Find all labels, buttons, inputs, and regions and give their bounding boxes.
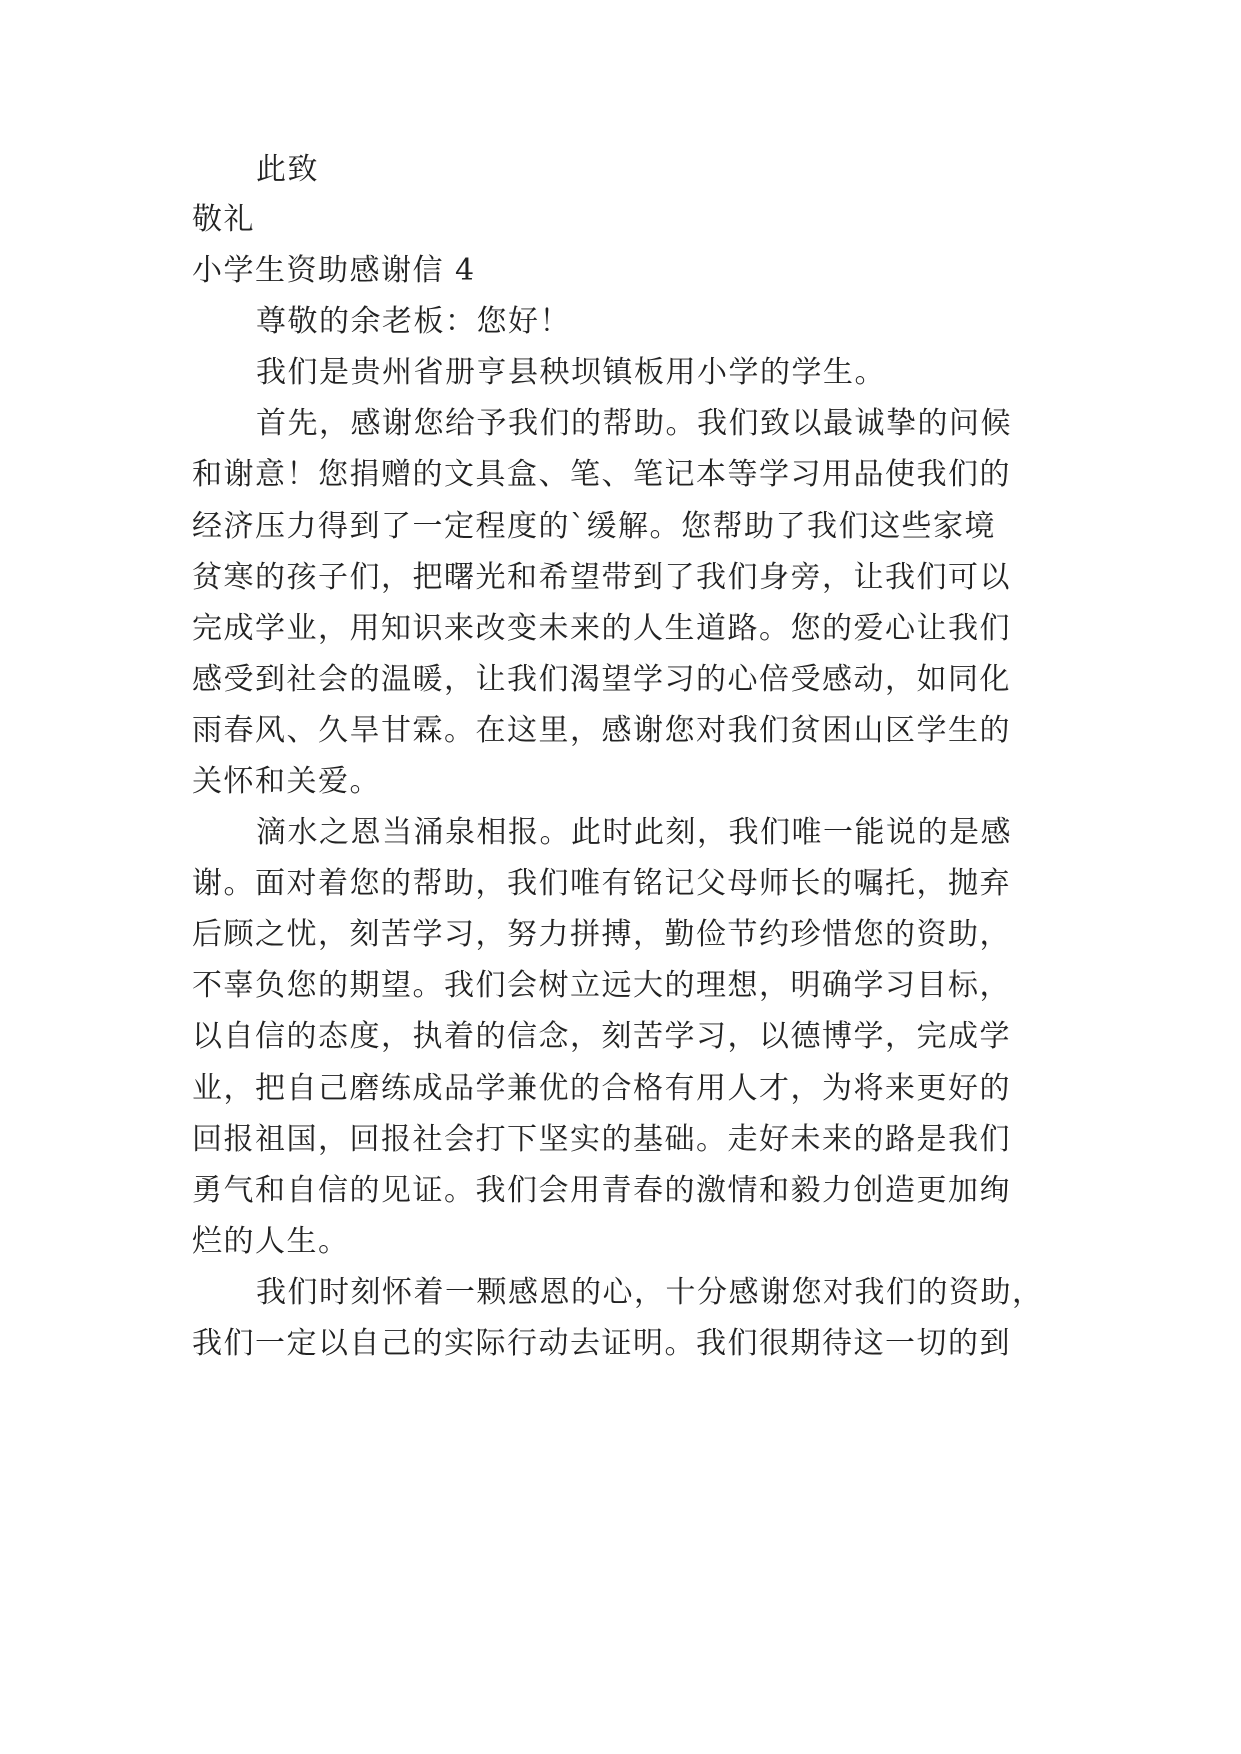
paragraph-line: 关怀和关爱。 <box>192 764 381 799</box>
paragraph-line: 经济压力得到了一定程度的`缓解。您帮助了我们这些家境 <box>192 509 996 544</box>
paragraph-line: 回报祖国，回报社会打下坚实的基础。走好未来的路是我们 <box>192 1122 1011 1157</box>
greeting-line: 尊敬的余老板：您好！ <box>256 304 571 339</box>
letter-heading: 小学生资助感谢信 4 <box>192 253 476 288</box>
paragraph-line: 烂的人生。 <box>192 1224 350 1259</box>
paragraph-line: 不辜负您的期望。我们会树立远大的理想，明确学习目标， <box>192 968 1011 1003</box>
paragraph-line: 我们时刻怀着一颗感恩的心，十分感谢您对我们的资助， <box>256 1275 1044 1310</box>
paragraph-line: 我们是贵州省册亨县秧坝镇板用小学的学生。 <box>256 355 886 390</box>
paragraph-line: 首先，感谢您给予我们的帮助。我们致以最诚挚的问候 <box>256 406 1012 441</box>
paragraph-line: 谢。面对着您的帮助，我们唯有铭记父母师长的嘱托，抛弃 <box>192 866 1011 901</box>
paragraph-line: 后顾之忧，刻苦学习，努力拼搏，勤俭节约珍惜您的资助， <box>192 917 1011 952</box>
paragraph-line: 勇气和自信的见证。我们会用青春的激情和毅力创造更加绚 <box>192 1173 1011 1208</box>
paragraph-line: 和谢意！您捐赠的文具盒、笔、笔记本等学习用品使我们的 <box>192 457 1011 492</box>
paragraph-line: 雨春风、久旱甘霖。在这里，感谢您对我们贫困山区学生的 <box>192 713 1011 748</box>
paragraph-line: 感受到社会的温暖，让我们渴望学习的心倍受感动，如同化 <box>192 662 1011 697</box>
paragraph-line: 完成学业，用知识来改变未来的人生道路。您的爱心让我们 <box>192 611 1011 646</box>
paragraph-line: 我们一定以自己的实际行动去证明。我们很期待这一切的到 <box>192 1326 1011 1361</box>
salute-line: 敬礼 <box>192 202 255 237</box>
paragraph-line: 贫寒的孩子们，把曙光和希望带到了我们身旁，让我们可以 <box>192 560 1011 595</box>
paragraph-line: 业，把自己磨练成品学兼优的合格有用人才，为将来更好的 <box>192 1071 1011 1106</box>
closing-line: 此致 <box>256 152 319 187</box>
paragraph-line: 滴水之恩当涌泉相报。此时此刻，我们唯一能说的是感 <box>256 815 1012 850</box>
paragraph-line: 以自信的态度，执着的信念，刻苦学习，以德博学，完成学 <box>192 1019 1011 1054</box>
